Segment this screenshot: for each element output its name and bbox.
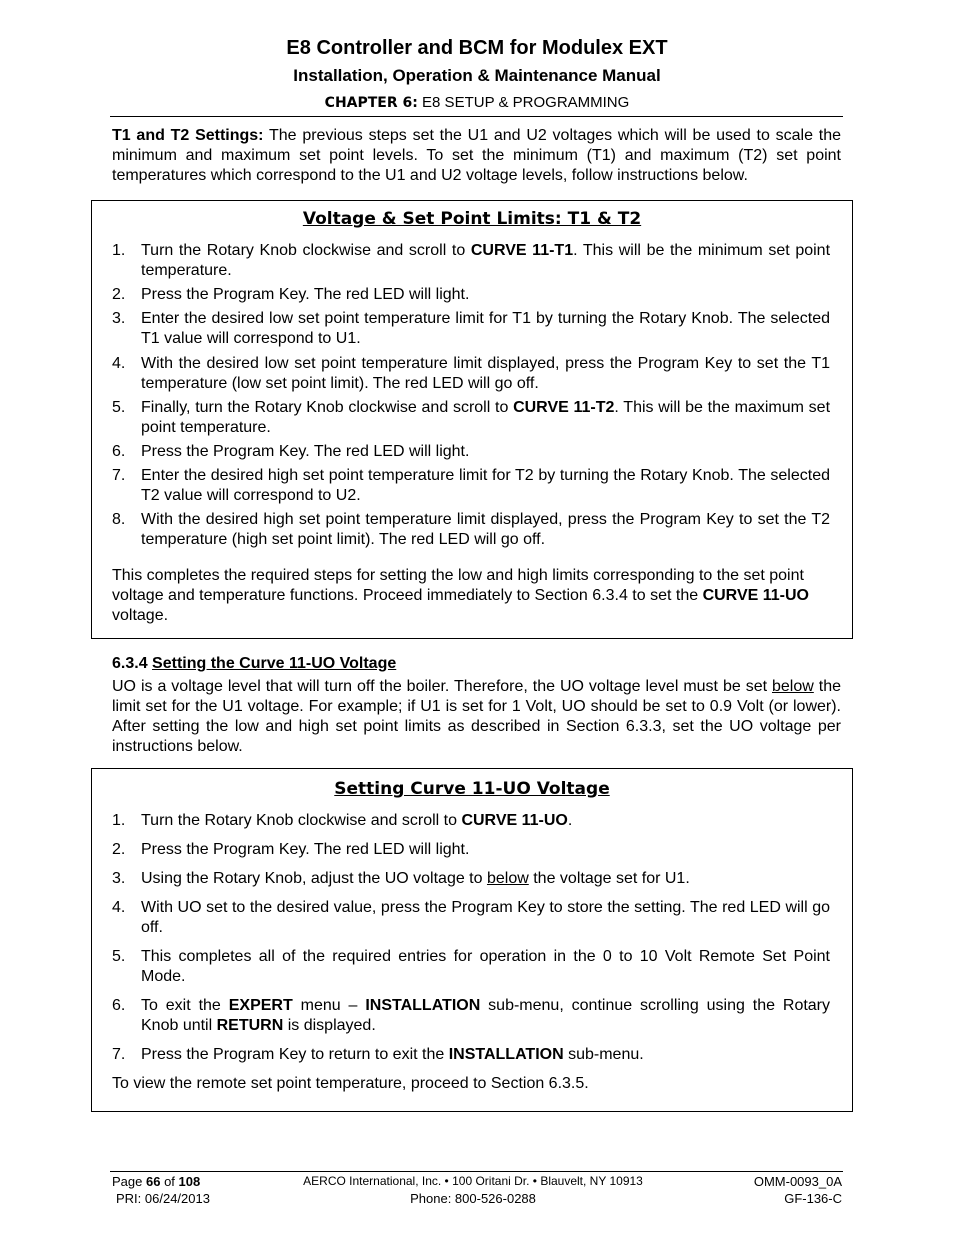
form-number: GF-136-C (784, 1191, 842, 1206)
step-number: 7. (112, 1046, 126, 1063)
section-number: 6.3.4 (112, 655, 148, 672)
step-text: With the desired low set point temperature limit displayed, press the Program Key to set the T1 temperature (low set point limit). The red LED will go off. (141, 355, 830, 392)
step-text: Press the Program Key. The red LED will light. (141, 841, 470, 858)
section-paragraph: UO is a voltage level that will turn off the boiler. Therefore, the UO voltage level must be set below the limit set for the U1 voltage. For example; if U1 is set for 1 Volt, UO should be set to 0.9 Volt (or lower). After setting the low and high set point limits as described in Section 6.3.3, set the UO voltage per instructions below. (112, 678, 842, 755)
step-text: Press the Program Key. The red LED will light. (141, 286, 470, 303)
step-number: 8. (112, 511, 126, 528)
box-title-uo: Setting Curve 11-UO Voltage (334, 779, 610, 799)
step-text: Turn the Rotary Knob clockwise and scroll to CURVE 11-T1. This will be the minimum set point temperature. (141, 242, 831, 279)
section-heading (112, 654, 396, 674)
pri-date: PRI: 06/24/2013 (116, 1191, 210, 1206)
step-text: Turn the Rotary Knob clockwise and scroll to CURVE 11-UO. (141, 812, 573, 829)
box-note-limits: This completes the required steps for setting the low and high limits corresponding to the set point voltage and temperature functions. Proceed immediately to Section 6.3.4 to set the CURVE 11-UO voltage. (112, 567, 809, 624)
step-number: 5. (112, 399, 126, 416)
footer-center (250, 1173, 696, 1207)
step-number: 1. (112, 242, 126, 259)
procedure-box-uo (91, 768, 853, 1112)
procedure-box-limits (91, 200, 853, 639)
chapter-heading (0, 94, 954, 112)
intro-paragraph (112, 126, 841, 186)
chapter-label: CHAPTER 6: (324, 95, 418, 111)
step-number: 4. (112, 899, 126, 916)
step-text: Press the Program Key to return to exit the INSTALLATION sub-menu. (141, 1046, 644, 1063)
step-number: 4. (112, 355, 126, 372)
step-number: 6. (112, 997, 126, 1014)
box-note-uo: To view the remote set point temperature, proceed to Section 6.3.5. (112, 1075, 589, 1092)
chapter-title: E8 SETUP & PROGRAMMING (422, 94, 630, 111)
step-number: 2. (112, 286, 126, 303)
step-number: 5. (112, 948, 126, 965)
step-text: Using the Rotary Knob, adjust the UO voltage to below the voltage set for U1. (141, 870, 690, 887)
step-number: 3. (112, 310, 126, 327)
step-number: 2. (112, 841, 126, 858)
step-number: 1. (112, 812, 126, 829)
step-text: Finally, turn the Rotary Knob clockwise and scroll to CURVE 11-T2. This will be the maximum set point temperature. (141, 399, 831, 436)
step-text: With the desired high set point temperature limit displayed, press the Program Key to set the T2 temperature (high set point limit). The red LED will go off. (141, 511, 830, 548)
document-subtitle: Installation, Operation & Maintenance Manual (293, 66, 661, 85)
step-text: With UO set to the desired value, press the Program Key to store the setting. The red LED will go off. (141, 899, 830, 936)
document-number: OMM-0093_0A (753, 1174, 842, 1189)
company-address: AERCO International, Inc. • 100 Oritani Dr. • Blauvelt, NY 10913 (303, 1174, 643, 1188)
step-number: 3. (112, 870, 126, 887)
footer-left (112, 1173, 272, 1207)
footer-divider (110, 1171, 843, 1172)
step-text: Press the Program Key. The red LED will light. (141, 443, 470, 460)
step-number: 7. (112, 467, 126, 484)
step-number: 6. (112, 443, 126, 460)
step-text: This completes all of the required entries for operation in the 0 to 10 Volt Remote Set Point Mode. (141, 948, 830, 985)
step-text: Enter the desired high set point temperature limit for T2 by turning the Rotary Knob. The selected T2 value will correspond to U2. (141, 467, 830, 504)
section-title: Setting the Curve 11-UO Voltage (152, 655, 397, 672)
step-text: Enter the desired low set point temperature limit for T1 by turning the Rotary Knob. The selected T1 value will correspond to U1. (141, 310, 830, 347)
intro-text: The previous steps set the U1 and U2 voltages which will be used to scale the minimum and maximum set point levels. To set the minimum (T1) and maximum (T2) set point temperatures which correspond to the U1 and U2 voltage levels, follow instructions below. (112, 127, 842, 184)
header-divider (110, 116, 843, 117)
intro-lead: T1 and T2 Settings: (112, 127, 264, 144)
document-title: E8 Controller and BCM for Modulex EXT (286, 37, 668, 59)
step-text: To exit the EXPERT menu – INSTALLATION sub-menu, continue scrolling using the Rotary Knob until RETURN is displayed. (141, 997, 831, 1034)
box-title-limits: Voltage & Set Point Limits: T1 & T2 (302, 209, 642, 229)
page-number: Page 66 of 108 (112, 1174, 201, 1189)
footer-right (700, 1173, 842, 1207)
company-phone: Phone: 800-526-0288 (410, 1191, 536, 1206)
